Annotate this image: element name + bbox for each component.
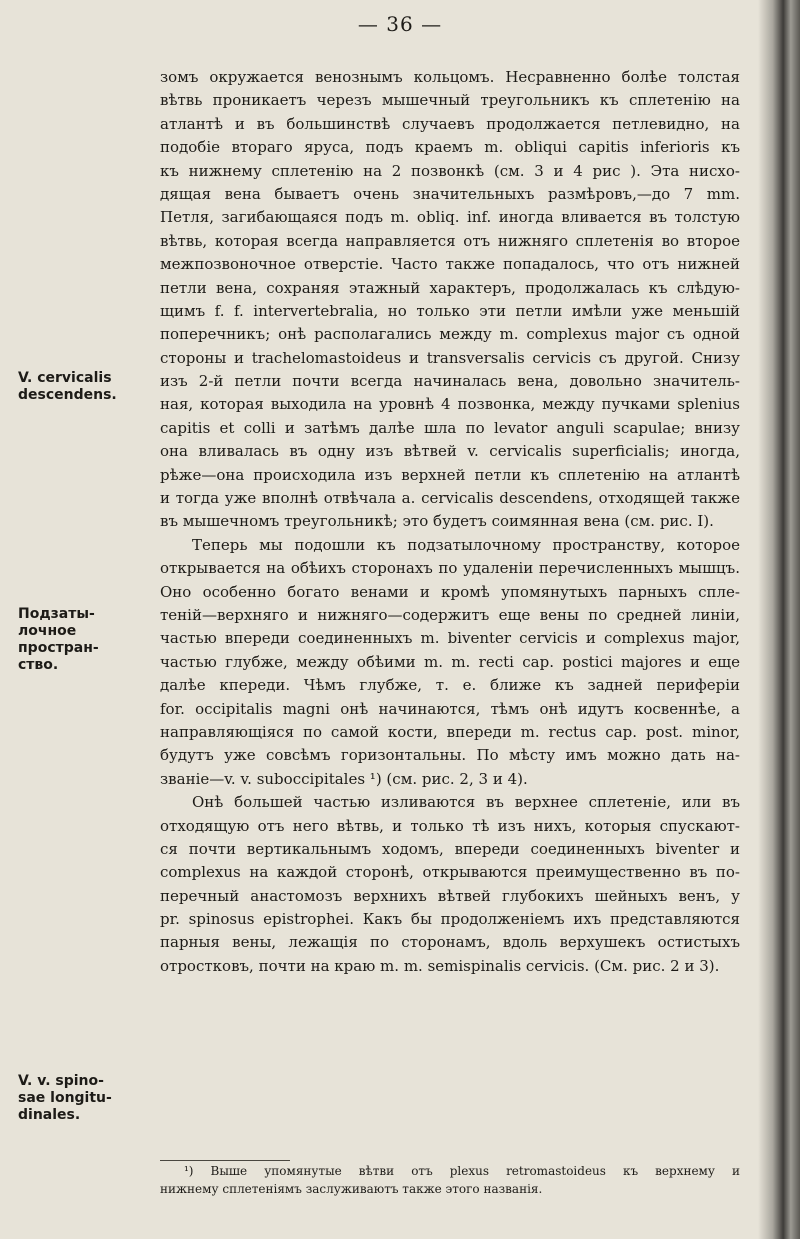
text-line: петли вена, сохраняя этажный характеръ, продолжалась къ слѣдую-	[160, 278, 740, 297]
text-line: for. occipitalis magni онѣ начинаются, тѣмъ онѣ идутъ косвеннѣе, а	[160, 699, 740, 718]
text-line: зомъ окружается венознымъ кольцомъ. Несравненно болѣе толстая	[160, 68, 740, 86]
footnote-separator	[160, 1160, 290, 1161]
text-line: частью впереди соединенныхъ m. biventer cervicis и complexus major,	[160, 629, 740, 648]
text-line: дящая вена бываетъ очень значительныхъ размѣровъ,—до 7 mm.	[160, 184, 740, 203]
body-text	[160, 66, 740, 978]
text-line: щимъ f. f. intervertebralia, но только эти петли имѣли уже меньшій	[160, 301, 740, 320]
text-line: Оно особенно богато венами и кромѣ упомянутыхъ парныхъ спле-	[160, 582, 740, 601]
text-line: Онѣ большей частью изливаются въ верхнее сплетеніе, или въ	[192, 793, 740, 812]
margin-note-line: лочное	[18, 623, 77, 639]
footnote-line: нижнему сплетеніямъ заслуживаютъ также этого названія.	[160, 1182, 543, 1196]
margin-note-line: dinales.	[18, 1107, 81, 1123]
text-line: изъ 2-й петли почти всегда начиналась вена, довольно значитель-	[160, 372, 740, 391]
text-line: теній—верхняго и нижняго—содержитъ еще вены по средней линіи,	[160, 605, 740, 624]
text-line: ся почти вертикальнымъ ходомъ, впереди соединенныхъ biventer и	[160, 839, 740, 858]
text-line: Теперь мы подошли къ подзатылочному пространству, которое	[192, 535, 740, 554]
text-line: частью глубже, между обѣими m. m. recti cap. postici majores и еще	[160, 652, 740, 671]
margin-note-line: ство.	[18, 657, 59, 673]
text-line: capitis et colli и затѣмъ далѣе шла по levator anguli scapulae; внизу	[160, 418, 740, 437]
margin-note-spinosae-longitudinales	[18, 1073, 156, 1124]
text-line: стороны и trachelomastoideus и transversalis cervicis съ другой. Снизу	[160, 348, 740, 367]
text-line: званіе—v. v. suboccipitales ¹) (см. рис. 2, 3 и 4).	[160, 769, 528, 788]
page-number: — 36 —	[357, 12, 443, 36]
text-line: отходящую отъ него вѣтвь, и только тѣ изъ нихъ, которыя спускают-	[160, 816, 740, 835]
text-line: атлантѣ и въ большинствѣ случаевъ продолжается петлевидно, на	[160, 114, 740, 133]
text-line: межпозвоночное отверстіе. Часто также попадалось, что отъ нижней	[160, 255, 740, 274]
text-line: подобіе втораго яруса, подъ краемъ m. obliqui capitis inferioris къ	[160, 138, 740, 157]
text-line: вѣтвь проникаетъ черезъ мышечный треугольникъ къ сплетенію на	[160, 91, 740, 110]
text-line: парныя вены, лежащія по сторонамъ, вдоль верхушекъ остистыхъ	[160, 933, 740, 952]
margin-note-cervicalis-descendens	[18, 370, 156, 404]
text-line: въ мышечномъ треугольникѣ; это будетъ соимянная вена (см. рис. I).	[160, 512, 714, 531]
text-line: направляющіяся по самой кости, впереди m. rectus cap. post. minor,	[160, 722, 740, 741]
text-line: вѣтвь, которая всегда направляется отъ нижняго сплетенія во второе	[160, 231, 740, 250]
text-line: pr. spinosus epistrophei. Какъ бы продолженіемъ ихъ представляются	[160, 910, 740, 929]
margin-note-line: простран-	[18, 640, 99, 656]
page-edge-shadow	[758, 0, 800, 1239]
text-line: она вливалась въ одну изъ вѣтвей v. cervicalis superficialis; иногда,	[160, 442, 740, 461]
margin-note-line: V. v. spino-	[18, 1073, 104, 1089]
text-line: далѣе кпереди. Чѣмъ глубже, т. е. ближе къ задней периферіи	[160, 676, 740, 695]
text-line: поперечникъ; онѣ располагались между m. complexus major съ одной	[160, 325, 740, 344]
text-line: и тогда уже вполнѣ отвѣчала a. cervicalis descendens, отходящей также	[160, 489, 740, 508]
margin-note-line: V. cervicalis	[18, 370, 112, 386]
margin-note-suboccipital-space	[18, 606, 156, 674]
text-line: ная, которая выходила на уровнѣ 4 позвонка, между пучками splenius	[160, 395, 740, 414]
margin-note-line: descendens.	[18, 387, 117, 403]
text-line: Петля, загибающаяся подъ m. obliq. inf. иногда вливается въ толстую	[160, 208, 740, 227]
text-line: complexus на каждой сторонѣ, открываются преимущественно въ по-	[160, 863, 740, 882]
footnote-line: ¹) Выше упомянутые вѣтви отъ plexus retromastoideus къ верхнему и	[184, 1164, 740, 1178]
margin-note-line: Подзаты-	[18, 606, 95, 622]
footnote	[160, 1162, 740, 1198]
text-line: открывается на обѣихъ сторонахъ по удаленіи перечисленныхъ мышцъ.	[160, 559, 740, 578]
text-line: перечный анастомозъ верхнихъ вѣтвей глубокихъ шейныхъ венъ, у	[160, 886, 740, 905]
text-line: къ нижнему сплетенію на 2 позвонкѣ (см. 3 и 4 рис ). Эта нисхо-	[160, 161, 740, 180]
text-line: будутъ уже совсѣмъ горизонтальны. По мѣсту имъ можно дать на-	[160, 746, 740, 765]
margin-note-line: sae longitu-	[18, 1090, 112, 1106]
text-line: отростковъ, почти на краю m. m. semispinalis cervicis. (См. рис. 2 и 3).	[160, 956, 720, 975]
text-line: рѣже—она происходила изъ верхней петли къ сплетенію на атлантѣ	[160, 465, 740, 484]
